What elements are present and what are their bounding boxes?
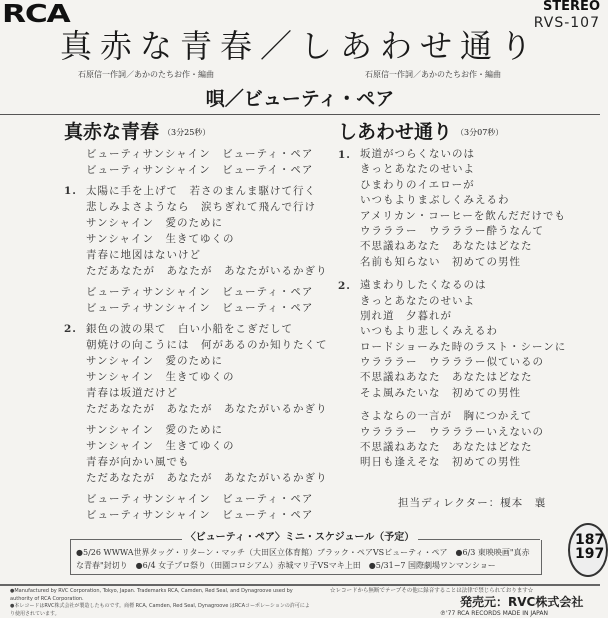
lyric-line: サンシャイン 生きてゆくの <box>86 440 235 452</box>
song-a-title <box>64 121 210 144</box>
credit-song-b: 石原信一作詞／あかのたちお作・編曲 <box>365 70 501 79</box>
credit-song-a: 石原信一作詞／あかのたちお作・編曲 <box>78 70 214 79</box>
japanese-notice: ●本レコードはRVC株式会社が製造したものです。商標 RCA, Camden, Red Seal, Dynagroove はRCAコーポレーションの許可により使用されています。 <box>10 603 310 617</box>
lyric-line: ビューティサンシャイン ビューティ・ペア <box>86 509 314 521</box>
lyric-line: ロードショーみた時のラスト・シーンに <box>360 340 567 353</box>
copy-warning: ☆レコードから無断でテープその他に録音することは法律で禁じられております☆ <box>330 588 534 594</box>
stanza <box>338 147 566 270</box>
stereo-label: STEREO <box>542 0 600 14</box>
lyric-line: 太陽に手を上げて 若さのまんま駆けて行く <box>86 185 316 197</box>
lyric-line: 銀色の波の果て 白い小船をこぎだして <box>86 323 293 335</box>
verse-number: 2. <box>64 323 77 335</box>
lyric-line: そよ風みたいな 初めての男性 <box>360 386 521 399</box>
lyric-line: 別れ道 夕暮れが <box>360 309 452 322</box>
verse-number: 1. <box>64 185 77 197</box>
lyric-line: 青春に地図はないけど <box>86 249 201 261</box>
rca-logo: RCA <box>2 0 70 28</box>
verse-number: 2. <box>338 280 351 293</box>
stanza <box>64 284 328 316</box>
song-duration: （3分25秒） <box>163 128 211 137</box>
catalog-number: RVS-107 <box>533 15 600 31</box>
lyric-line: 坂道がつらくないのは <box>360 148 475 160</box>
schedule-title <box>0 532 600 544</box>
anniversary-badge <box>568 523 608 577</box>
lyric-line: さよならの一言が 胸につかえて <box>360 410 533 423</box>
lyric-line: ひまわりのイエローが <box>360 178 475 191</box>
lyric-line: ウラララー ウラララー似ているの <box>360 356 544 369</box>
lyric-line: 明日も逢えそな 初めての男性 <box>360 456 521 469</box>
stanza <box>64 183 328 279</box>
song-b-title <box>338 121 503 144</box>
lyric-line: きっとあなたのせいよ <box>360 163 475 176</box>
lyric-line: サンシャイン 愛のために <box>86 424 224 436</box>
lyric-line: 朝焼けの向こうには 何があるのか知りたくて <box>86 339 328 351</box>
schedule-text: ●5/26 WWWA世界タッグ・リターン・マッチ（大田区立体育館）ブラック・ペアVSビューティ・ペア ●6/3 東映映画"真赤な青春"封切り ●6/4 女子プロ祭り（田園コロシアム）赤城マリ子VSマキ上田 ●5/31−7 国際劇場ワンマンショー <box>76 548 530 570</box>
lyric-line: ウラララー ウラララー酔うなんて <box>360 224 544 237</box>
lyric-line: いつもより悲しくみえるわ <box>360 325 498 338</box>
lyric-line: サンシャイン 生きてゆくの <box>86 233 235 245</box>
copyright: ℗'77 RCA RECORDS MADE IN JAPAN <box>440 610 548 617</box>
stanza <box>64 321 328 417</box>
lyric-line: ただあなたが あなたが あなたがいるかぎり <box>86 403 328 415</box>
lyric-line: 不思議ねあなた あなたはどなた <box>360 240 533 253</box>
publisher: 発売元：RVC株式会社 <box>460 595 584 609</box>
lyric-line: きっとあなたのせいよ <box>360 294 475 307</box>
song-duration: （3分07秒） <box>456 128 504 137</box>
lyric-line: 不思議ねあなた あなたはどなた <box>360 371 533 384</box>
lyric-line: サンシャイン 愛のために <box>86 217 224 229</box>
song-title: 真赤な青春 <box>64 121 160 143</box>
badge-line: 197 <box>575 546 605 562</box>
divider <box>0 114 600 115</box>
director-credit: 担当ディレクター：榎本 襄 <box>398 497 547 509</box>
lyrics-song-b <box>338 147 566 479</box>
footer-legal <box>10 588 310 618</box>
lyric-line: 青春が向かい風でも <box>86 456 190 468</box>
lyric-line: アメリカン・コーヒーを飲んだだけでも <box>360 209 566 222</box>
stanza <box>338 278 566 401</box>
lyric-line: ビューティサンシャイン ビューテイ・ペア <box>86 164 314 176</box>
lyric-line: ビューティサンシャイン ビューティ・ペア <box>86 493 314 505</box>
main-title: 真赤な青春／しあわせ通り <box>59 27 540 65</box>
lyric-line: 不思議ねあなた あなたはどなた <box>360 441 533 454</box>
divider <box>0 584 600 586</box>
stanza <box>64 422 328 486</box>
lyric-line: ビューティサンシャイン ビューティ・ペア <box>86 302 314 314</box>
lyric-line: ただあなたが あなたが あなたがいるかぎり <box>86 265 328 277</box>
lyric-line: ビューティサンシャイン ビューティ・ペア <box>86 286 314 298</box>
badge-line: 187 <box>575 532 605 548</box>
lyric-line: ビューティサンシャイン ビューティ・ペア <box>86 148 314 160</box>
stanza <box>64 491 328 523</box>
lyric-line: いつもよりまぶしくみえるわ <box>360 194 510 207</box>
stanza <box>64 146 328 178</box>
lyrics-song-a <box>64 146 328 528</box>
lyric-line: サンシャイン 愛のために <box>86 355 224 367</box>
lyric-line: 遠まわりしたくなるのは <box>360 279 487 292</box>
verse-number: 1. <box>338 149 351 161</box>
stanza <box>338 409 566 471</box>
lyric-line: 青春は坂道だけど <box>86 387 178 399</box>
singer-line: 唄／ビューティ・ペア <box>205 88 395 110</box>
song-title: しあわせ通り <box>338 121 453 143</box>
lyric-line: ただあなたが あなたが あなたがいるかぎり <box>86 472 328 484</box>
lyric-line: サンシャイン 生きてゆくの <box>86 371 235 383</box>
schedule-title-text: 〈ビューティ・ペア〉ミニ・スケジュール（予定） <box>182 532 419 543</box>
lyric-line: 悲しみよさようなら 涙ちぎれて飛んで行け <box>86 201 316 213</box>
lyric-line: ウラララー ウラララーいえないの <box>360 425 544 438</box>
lyric-line: 名前も知らない 初めての男性 <box>360 255 521 268</box>
manufactured-notice: ●Manufactured by RVC Corporation, Tokyo, Japan. Trademarks RCA, Camden, Red Seal, and Dynagroove used by authority of RCA Corporation. <box>10 588 293 602</box>
